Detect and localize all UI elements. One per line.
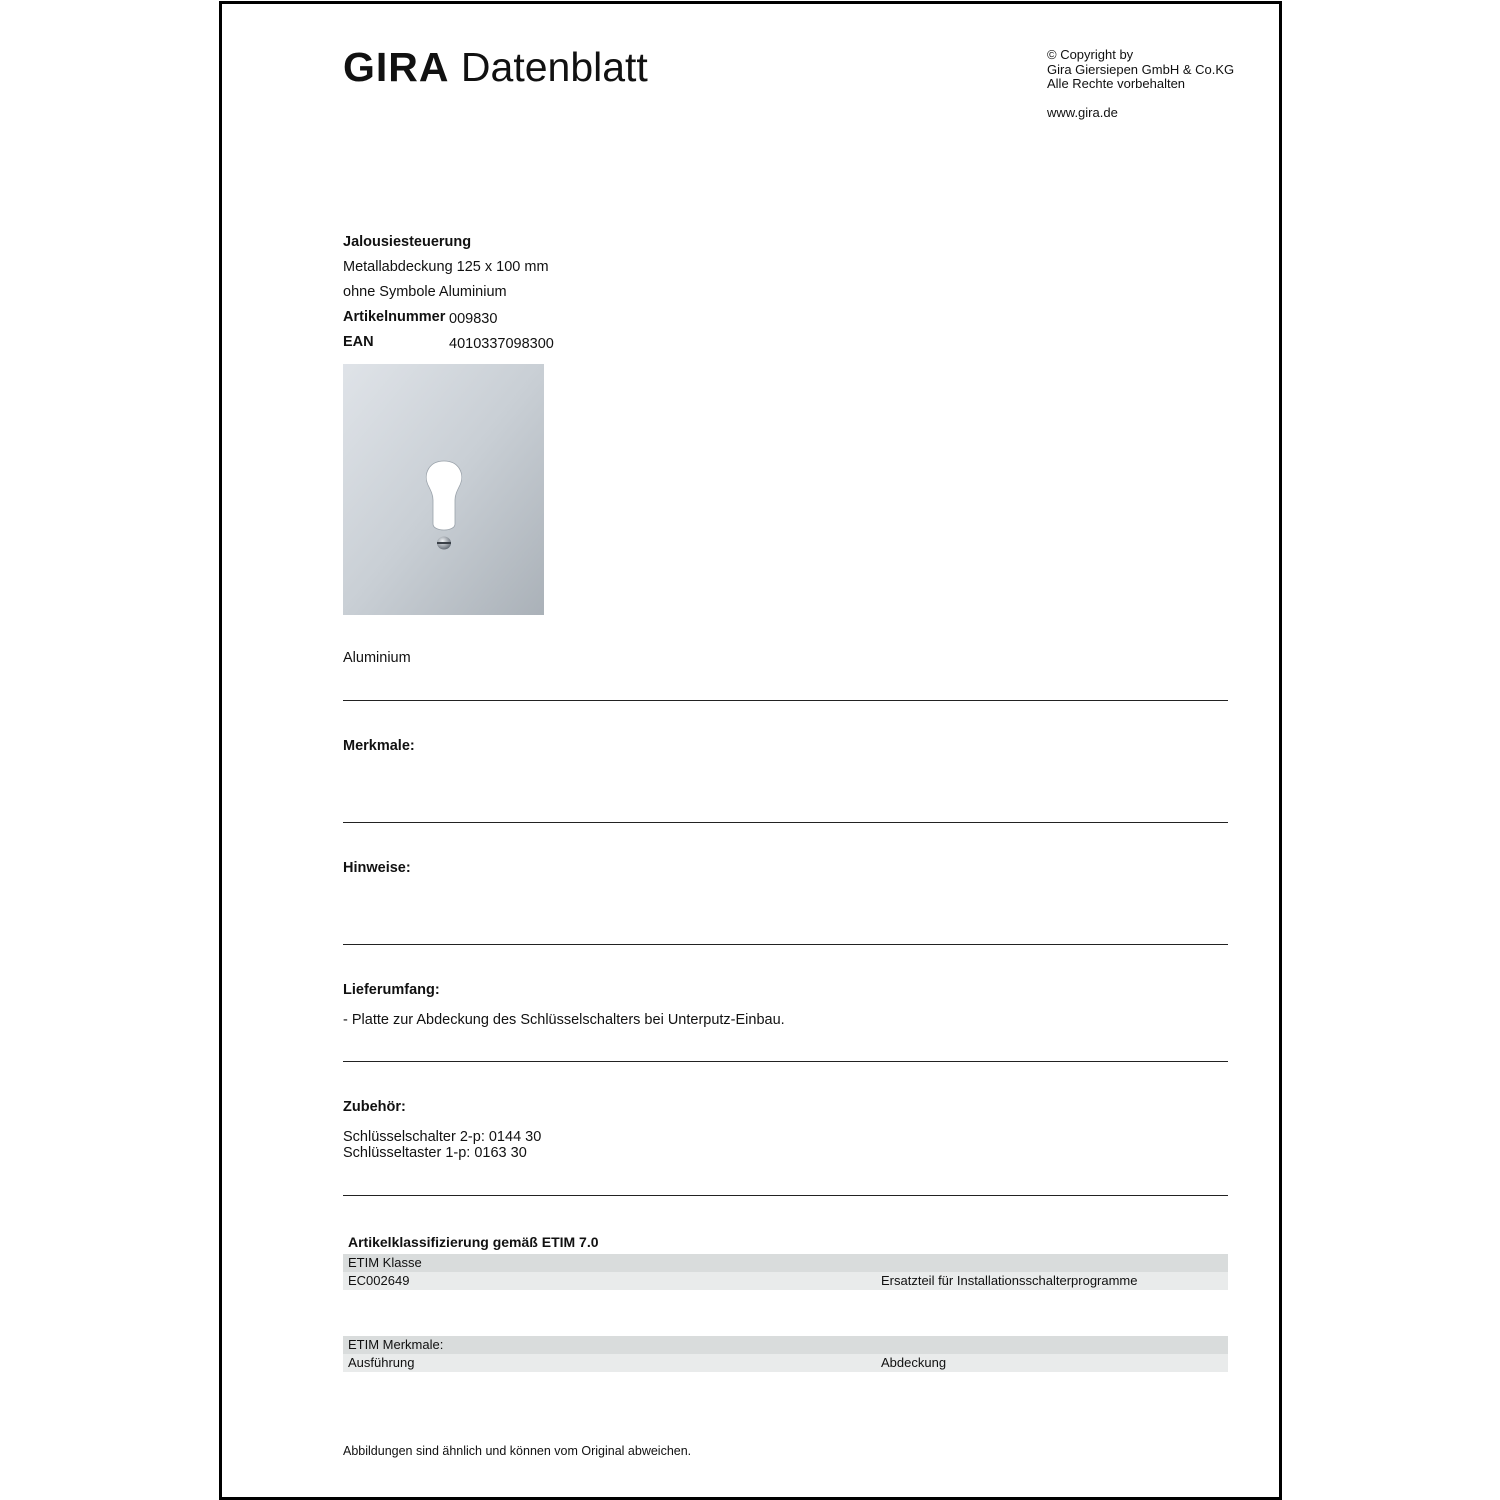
section-divider (343, 944, 1228, 945)
product-image (343, 364, 544, 615)
ean-value: 4010337098300 (449, 336, 554, 352)
copyright-line: © Copyright by (1047, 47, 1134, 62)
copyright-line: Gira Giersiepen GmbH & Co.KG (1047, 61, 1235, 77)
screw-icon (437, 537, 451, 550)
article-number-value: 009830 (449, 311, 498, 327)
website-link[interactable]: www.gira.de (1047, 105, 1118, 120)
etim-feature-value: Abdeckung (881, 1355, 947, 1370)
zubehoer-item: Schlüsselschalter 2-p: 0144 30 (343, 1129, 542, 1145)
product-description: ohne Symbole Aluminium (343, 284, 507, 300)
merkmale-heading: Merkmale: (343, 738, 415, 754)
gira-logo (343, 44, 648, 90)
ean-label: EAN (343, 334, 374, 350)
etim-title: Artikelklassifizierung gemäß ETIM 7.0 (348, 1234, 599, 1250)
etim-feature-name: Ausführung (348, 1355, 415, 1370)
etim-feature-row (343, 1354, 1228, 1372)
color-caption: Aluminium (343, 650, 411, 666)
product-description: Metallabdeckung 125 x 100 mm (343, 259, 549, 275)
etim-class-code: EC002649 (348, 1273, 410, 1288)
document-type: Datenblatt (460, 44, 648, 90)
section-divider (343, 1195, 1228, 1196)
section-divider (343, 700, 1228, 701)
copyright-line: Alle Rechte vorbehalten (1047, 76, 1186, 91)
zubehoer-heading: Zubehör: (343, 1099, 406, 1115)
disclaimer-note: Abbildungen sind ähnlich und können vom Original abweichen. (343, 1444, 692, 1458)
hinweise-heading: Hinweise: (343, 860, 411, 876)
etim-features-header-row (343, 1336, 1228, 1354)
section-divider (343, 822, 1228, 823)
etim-class-header: ETIM Klasse (348, 1255, 422, 1270)
product-name: Jalousiesteuerung (343, 234, 472, 250)
etim-class-row (343, 1272, 1228, 1290)
brand-name: GIRA (343, 44, 450, 90)
copyright-block (1047, 48, 1234, 92)
lieferumfang-text: - Platte zur Abdeckung des Schlüsselschalters bei Unterputz-Einbau. (343, 1012, 785, 1028)
zubehoer-item: Schlüsseltaster 1-p: 0163 30 (343, 1145, 527, 1161)
article-number-label: Artikelnummer (343, 309, 446, 325)
etim-features-header: ETIM Merkmale: (348, 1337, 444, 1352)
section-divider (343, 1061, 1228, 1062)
etim-class-name: Ersatzteil für Installationsschalterprogramme (881, 1273, 1138, 1288)
lieferumfang-heading: Lieferumfang: (343, 982, 440, 998)
etim-class-header-row (343, 1254, 1228, 1272)
